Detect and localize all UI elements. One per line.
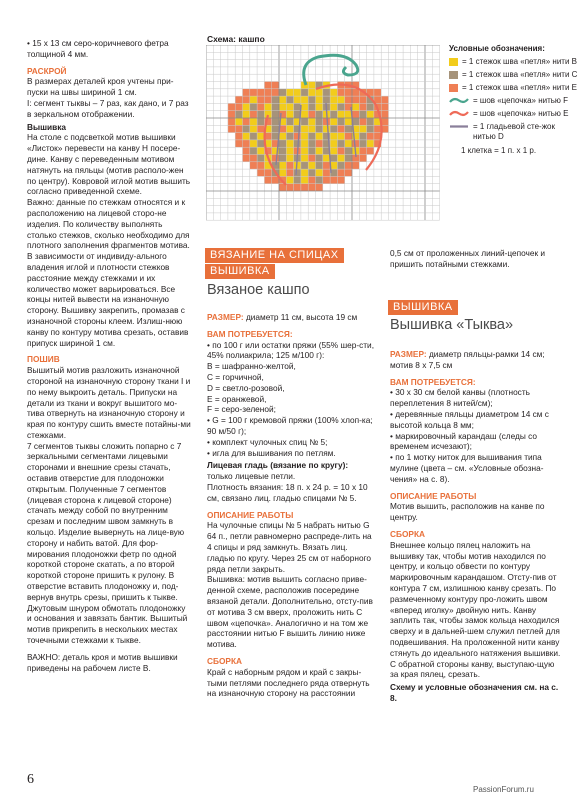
chart-cell bbox=[381, 111, 388, 118]
chart-cell bbox=[308, 125, 315, 132]
chart-cell bbox=[308, 147, 315, 154]
chart-cell bbox=[301, 140, 308, 147]
chart-cell bbox=[250, 140, 257, 147]
paragraph: I: сегмент тыквы – 7 раз, как дано, и 7 раз в зеркальном отображении. bbox=[27, 97, 189, 119]
bullet-item: • по 1 мотку ниток для вышивания типа мулине (цвета – см. «Условные обозна-чения» на с. 8). bbox=[390, 452, 544, 484]
chart-cell bbox=[286, 176, 293, 183]
chart-cell bbox=[323, 125, 330, 132]
chart-cell bbox=[323, 162, 330, 169]
chart-cell bbox=[359, 125, 366, 132]
section-heading: ОПИСАНИЕ РАБОТЫ bbox=[390, 490, 477, 501]
chart-cell bbox=[352, 162, 359, 169]
chart-cell bbox=[272, 118, 279, 125]
chart-cell bbox=[337, 147, 344, 154]
article-title-kashpo: Вязаное кашпо bbox=[207, 282, 310, 298]
chart-cell bbox=[316, 169, 323, 176]
chart-cell bbox=[243, 155, 250, 162]
legend-item bbox=[449, 109, 579, 119]
paragraph: 7 сегментов тыквы сложить попарно с 7 зеркальными сегментами лицевыми сторонами и внешние срезы стачать, оставив отверстие для плодоножки открытым. Полученные 7 сегментов (лицевая сторона к лицевой стороне) стачать между собой по внутренним срезам и последним швом замкнуть в кольцо. Изделие вывернуть на лице-вую сторону и набить ватой. Для фор-мирования плодоножки фетр по одной короткой стороне скатать, а по второй короткой стороне пришить к рулону. В отверстие вставить плодоножку и, под-вернув внутрь срезы, пришить к тыкве. Джутовым шнуром обмотать плодоножку и основания и завязать бантик. Вышитый мотив прикрепить в нескольких местах точечными стежками к тыкве. bbox=[27, 440, 188, 646]
chart-cell bbox=[345, 96, 352, 103]
chart-cell bbox=[250, 162, 257, 169]
size-line bbox=[390, 349, 562, 371]
chart-cell bbox=[330, 118, 337, 125]
paragraph: Мотив вышить, расположив на канве по центру. bbox=[390, 501, 545, 523]
chart-cell bbox=[301, 184, 308, 191]
chart-cell bbox=[272, 155, 279, 162]
subheading: Лицевая гладь (вязание по кругу): bbox=[207, 460, 349, 471]
chart-cell bbox=[257, 111, 264, 118]
legend-text: = 1 стежок шва «петля» нити E bbox=[462, 83, 577, 92]
paragraph: C = горчичной, bbox=[207, 371, 264, 382]
chart-cell bbox=[330, 111, 337, 118]
chart-cell bbox=[228, 125, 235, 132]
chart-cell bbox=[272, 111, 279, 118]
chart-cell bbox=[301, 147, 308, 154]
chart-cell bbox=[367, 147, 374, 154]
chart-cell bbox=[316, 147, 323, 154]
chart-cell bbox=[323, 169, 330, 176]
chart-cell bbox=[243, 133, 250, 140]
chart-cell bbox=[316, 103, 323, 110]
chart-cell bbox=[316, 96, 323, 103]
chart-cell bbox=[272, 82, 279, 89]
chart-cell bbox=[257, 147, 264, 154]
legend-item bbox=[449, 57, 579, 67]
chart-cell bbox=[345, 140, 352, 147]
chart-cell bbox=[330, 125, 337, 132]
chart-cell bbox=[330, 103, 337, 110]
chart-cell bbox=[279, 155, 286, 162]
chart-cell bbox=[359, 118, 366, 125]
chart-cell bbox=[301, 96, 308, 103]
bullet-item: • деревянные пяльцы диаметром 14 см с высотой кольца 8 мм; bbox=[390, 408, 549, 430]
chart-cell bbox=[250, 125, 257, 132]
legend-swatch bbox=[449, 84, 458, 92]
section-heading: ПОШИВ bbox=[27, 354, 60, 365]
chart-cell bbox=[337, 89, 344, 96]
bullet-item: • игла для вышивания по петлям. bbox=[207, 447, 336, 458]
chart-cell bbox=[367, 103, 374, 110]
chart-cell bbox=[235, 118, 242, 125]
legend-item bbox=[449, 122, 579, 142]
chart-cell bbox=[367, 125, 374, 132]
chart-cell bbox=[243, 118, 250, 125]
chart-cell bbox=[257, 169, 264, 176]
chart-cell bbox=[257, 125, 264, 132]
legend-line-icon bbox=[449, 122, 469, 131]
paragraph: Край с наборным рядом и край с закры-тыми петлями последнего ряда отвернуть на изнаночную сторону на расстоянии bbox=[207, 666, 370, 699]
legend-note: 1 клетка = 1 п. х 1 р. bbox=[461, 146, 537, 155]
subheading: Вышивка bbox=[27, 121, 66, 132]
chart-cell bbox=[243, 147, 250, 154]
chart-cell bbox=[359, 111, 366, 118]
chart-cell bbox=[257, 155, 264, 162]
chart-title: Схема: кашпо bbox=[207, 34, 265, 44]
chart-cell bbox=[286, 133, 293, 140]
chart-cell bbox=[308, 133, 315, 140]
chart-cell bbox=[345, 155, 352, 162]
chart-cell bbox=[279, 147, 286, 154]
chart-cell bbox=[279, 162, 286, 169]
legend-text: = 1 гладьевой сте-жок нитью D bbox=[473, 122, 555, 141]
bullet-item: • маркировочный карандаш (следы со временем исчезают); bbox=[390, 430, 537, 452]
paragraph: E = оранжевой, bbox=[207, 393, 267, 404]
article-title-pumpkin: Вышивка «Тыква» bbox=[390, 317, 514, 333]
chart-cell bbox=[352, 96, 359, 103]
chart-cell bbox=[279, 169, 286, 176]
chart-cell bbox=[316, 111, 323, 118]
chart-cell bbox=[243, 111, 250, 118]
chart-cell bbox=[301, 118, 308, 125]
chart-cell bbox=[308, 96, 315, 103]
chart-cell bbox=[264, 82, 271, 89]
chart-cell bbox=[337, 155, 344, 162]
chart-cell bbox=[323, 89, 330, 96]
chart-cell bbox=[345, 133, 352, 140]
chart-cell bbox=[337, 111, 344, 118]
paragraph: На чулочные спицы № 5 набрать нитью G 64 п., петли равномерно распреде-лить на 4 спицы и ряд замкнуть. Вязать лиц. гладью по кругу. Через 25 см от наборного ряда петли закрыть. bbox=[207, 520, 372, 574]
chart-cell bbox=[337, 133, 344, 140]
chart-cell bbox=[235, 133, 242, 140]
section-heading: СБОРКА bbox=[207, 655, 242, 666]
column-middle bbox=[207, 308, 377, 699]
chart-cell bbox=[264, 96, 271, 103]
chart-cell bbox=[308, 184, 315, 191]
chart-cell bbox=[308, 169, 315, 176]
chart-cell bbox=[228, 118, 235, 125]
chart-cell bbox=[257, 96, 264, 103]
chart-cell bbox=[352, 103, 359, 110]
chart-cell bbox=[316, 133, 323, 140]
chart-cell bbox=[323, 155, 330, 162]
chart-cell bbox=[337, 169, 344, 176]
chart-cell bbox=[264, 176, 271, 183]
chart-cell bbox=[235, 96, 242, 103]
chart-cell bbox=[264, 89, 271, 96]
paragraph: В размерах деталей кроя учтены при-пуски на швы шириной 1 см. bbox=[27, 76, 174, 98]
chart-cell bbox=[308, 82, 315, 89]
chart-cell bbox=[301, 103, 308, 110]
chart-cell bbox=[301, 89, 308, 96]
chart-cell bbox=[323, 96, 330, 103]
chart-cell bbox=[294, 184, 301, 191]
chart-cell bbox=[308, 162, 315, 169]
chart-cell bbox=[294, 103, 301, 110]
chart-cell bbox=[316, 140, 323, 147]
chart-cell bbox=[272, 125, 279, 132]
chart-cell bbox=[294, 96, 301, 103]
chart-cell bbox=[250, 111, 257, 118]
chart-cell bbox=[308, 111, 315, 118]
legend-text: = шов «цепочка» нитью F bbox=[473, 96, 569, 105]
legend-text: = 1 стежок шва «петля» нити C bbox=[462, 70, 578, 79]
section-heading: СБОРКА bbox=[390, 528, 425, 539]
chart-cell bbox=[359, 155, 366, 162]
chart-cell bbox=[330, 155, 337, 162]
chart-cell bbox=[286, 103, 293, 110]
paragraph: F = серо-зеленой; bbox=[207, 404, 276, 415]
chart-cell bbox=[337, 176, 344, 183]
paragraph: D = светло-розовой, bbox=[207, 382, 285, 393]
chart-cell bbox=[228, 111, 235, 118]
paragraph: B = шафранно-желтой, bbox=[207, 361, 296, 372]
chart-cell bbox=[286, 169, 293, 176]
chart-cell bbox=[330, 140, 337, 147]
chart-cell bbox=[367, 140, 374, 147]
chart-cell bbox=[294, 169, 301, 176]
chart-cell bbox=[235, 111, 242, 118]
chart-cell bbox=[243, 140, 250, 147]
chart-cell bbox=[301, 169, 308, 176]
chart-cell bbox=[250, 118, 257, 125]
chart-cell bbox=[316, 125, 323, 132]
chart-cell bbox=[272, 89, 279, 96]
legend-text: = шов «цепочка» нитью E bbox=[473, 109, 569, 118]
chart-cell bbox=[337, 103, 344, 110]
section-heading: ОПИСАНИЕ РАБОТЫ bbox=[207, 509, 294, 520]
bullet-item: • 30 х 30 см белой канвы (плотность переплетения 8 нитей/см); bbox=[390, 387, 530, 409]
chart-cell bbox=[301, 162, 308, 169]
chart-cell bbox=[330, 96, 337, 103]
chart-cell bbox=[286, 155, 293, 162]
watermark: PassionForum.ru bbox=[473, 785, 534, 794]
chart-cell bbox=[316, 176, 323, 183]
column-right bbox=[390, 345, 562, 704]
chart-cell bbox=[286, 96, 293, 103]
chart-cell bbox=[286, 111, 293, 118]
chart-cell bbox=[286, 162, 293, 169]
chart-cell bbox=[257, 162, 264, 169]
chart-cell bbox=[272, 103, 279, 110]
paragraph: Важно: данные по стежкам относятся и к расположению на лицевой сторо-не изделия. По количеству выполнять столько стежков, сколько необходимо для плотного заполнения фрагментов мотива. В зависимости от индивиду-ального владения иглой и плотности стежков расстояние между стежками и их количество может варьироваться. Все концы нитей вывести на изнаночную сторону. Вышивку закрепить, промазав с изнаночной стороны клеем. Излиш-нюю канву по контуру мотива срезать, оставив припуск шириной 1 см. bbox=[27, 197, 190, 348]
legend-line-icon bbox=[449, 109, 469, 118]
chart-cell bbox=[286, 140, 293, 147]
chart-cell bbox=[359, 133, 366, 140]
legend-swatch bbox=[449, 58, 458, 66]
chart-cell bbox=[257, 133, 264, 140]
chart-cell bbox=[250, 96, 257, 103]
section-banner-embroidery: ВЫШИВКА bbox=[205, 264, 275, 279]
chart-cell bbox=[243, 103, 250, 110]
section-banner-knitting: ВЯЗАНИЕ НА СПИЦАХ bbox=[205, 248, 344, 263]
chart-cell bbox=[345, 89, 352, 96]
chart-cell bbox=[257, 103, 264, 110]
paragraph: Вышивка: мотив вышить согласно приве-денной схеме, расположив посередине вязаной детали. Дополнительно, отсту-пив от мотива 3 см вверх, проложить нить C швом «цепочка». Аналогично и на том же расстоянии нитью F вышить линию ниже мотива. bbox=[207, 574, 373, 650]
legend-title: Условные обозначения: bbox=[449, 44, 545, 53]
chart-cell bbox=[250, 155, 257, 162]
chart-cell bbox=[250, 147, 257, 154]
chart-cell bbox=[264, 103, 271, 110]
section-banner-embroidery-2: ВЫШИВКА bbox=[388, 300, 458, 315]
chart-cell bbox=[337, 118, 344, 125]
legend-line-icon bbox=[449, 96, 469, 105]
chart-cell bbox=[243, 125, 250, 132]
lead-text: диаметр 11 см, высота 19 см bbox=[243, 312, 358, 322]
chart-cell bbox=[235, 140, 242, 147]
legend bbox=[449, 44, 579, 156]
chart-cell bbox=[257, 118, 264, 125]
chart-cell bbox=[308, 176, 315, 183]
section-heading: РАСКРОЙ bbox=[27, 65, 67, 76]
chart-cell bbox=[228, 103, 235, 110]
size-line bbox=[207, 312, 377, 323]
chart-cell bbox=[323, 176, 330, 183]
column-right-intro: 0,5 см от проложенных линий-цепочек и пришить потайными стежками. bbox=[390, 248, 546, 269]
chart-cell bbox=[316, 155, 323, 162]
chart-cell bbox=[308, 118, 315, 125]
legend-item bbox=[449, 70, 579, 80]
chart-cell bbox=[337, 140, 344, 147]
lead-label: РАЗМЕР: bbox=[207, 312, 244, 322]
chart-cell bbox=[286, 89, 293, 96]
chart-cell bbox=[367, 111, 374, 118]
embroidery-chart bbox=[206, 45, 442, 225]
legend-item bbox=[449, 96, 579, 106]
chart-cell bbox=[316, 162, 323, 169]
section-heading: ВАМ ПОТРЕБУЕТСЯ: bbox=[207, 328, 293, 339]
chart-cell bbox=[345, 162, 352, 169]
lead-label: РАЗМЕР: bbox=[390, 349, 427, 359]
chart-cell bbox=[243, 89, 250, 96]
chart-cell bbox=[279, 89, 286, 96]
chart-cell bbox=[374, 125, 381, 132]
chart-cell bbox=[279, 140, 286, 147]
chart-cell bbox=[374, 89, 381, 96]
chart-cell bbox=[359, 147, 366, 154]
chart-cell bbox=[301, 125, 308, 132]
lead-text: диаметр пяльцы-рамки 14 см; мотив 8 х 7,5 см bbox=[390, 349, 545, 370]
chart-cell bbox=[279, 133, 286, 140]
chart-cell bbox=[257, 89, 264, 96]
chart-cell bbox=[308, 89, 315, 96]
chart-cell bbox=[286, 147, 293, 154]
legend-swatch bbox=[449, 71, 458, 79]
chart-cell bbox=[330, 176, 337, 183]
chart-cell bbox=[337, 162, 344, 169]
chart-cell bbox=[235, 125, 242, 132]
chart-cell bbox=[264, 169, 271, 176]
bullet-item: • 15 х 13 см серо-коричневого фетра толщиной 4 мм. bbox=[27, 38, 169, 59]
subheading: Схему и условные обозначения см. на с. 8. bbox=[390, 682, 559, 703]
chart-cell bbox=[235, 103, 242, 110]
chart-cell bbox=[294, 89, 301, 96]
chart-cell bbox=[308, 103, 315, 110]
chart-cell bbox=[301, 155, 308, 162]
chart-cell bbox=[345, 118, 352, 125]
chart-cell bbox=[345, 147, 352, 154]
chart-cell bbox=[279, 96, 286, 103]
chart-cell bbox=[359, 140, 366, 147]
chart-cell bbox=[359, 96, 366, 103]
chart-cell bbox=[308, 155, 315, 162]
chart-cell bbox=[301, 133, 308, 140]
bullet-item: • по 100 г или остатки пряжи (55% шер-сти, 45% полиакрила; 125 м/100 г): bbox=[207, 339, 374, 361]
bullet-item: • комплект чулочных спиц № 5; bbox=[207, 436, 328, 447]
chart-cell bbox=[294, 140, 301, 147]
paragraph: Внешнее кольцо пялец наложить на вышивку так, чтобы мотив находился по центру, и кольцо обвести по контуру маркировочным карандашом. Отсту-пив от контура 7 см, излишнюю канву срезать. По размеченному контуру про-ложить швом «вперед иголку» двойную нить. Канву заплить так, чтобы замок кольца находился сверху и в дальней-шем служил петлей для подвешивания. На проложенной нити канву стянуть до идеального натяжения вышивки. С обратной стороны канву, выступаю-щую за края пялец, срезать. bbox=[390, 539, 561, 680]
note-paragraph: ВАЖНО: деталь кроя и мотив вышивки приведены на рабочем листе B. bbox=[27, 651, 178, 673]
bullet-item: • G = 100 г кремовой пряжи (100% хлоп-ка; 90 м/50 г); bbox=[207, 415, 373, 436]
chart-cell bbox=[250, 89, 257, 96]
chart-cell bbox=[330, 147, 337, 154]
chart-cell bbox=[330, 89, 337, 96]
chart-cell bbox=[279, 103, 286, 110]
chart-cell bbox=[272, 96, 279, 103]
section-heading: ВАМ ПОТРЕБУЕТСЯ: bbox=[390, 376, 476, 387]
chart-cell bbox=[337, 125, 344, 132]
chart-cell bbox=[337, 96, 344, 103]
chart-cell bbox=[381, 103, 388, 110]
chart-cell bbox=[352, 111, 359, 118]
chart-cell bbox=[345, 169, 352, 176]
paragraph: только лицевые петли. bbox=[207, 471, 296, 482]
chart-cell bbox=[345, 125, 352, 132]
chart-cell bbox=[286, 125, 293, 132]
chart-cell bbox=[316, 184, 323, 191]
chart-cell bbox=[367, 133, 374, 140]
chart-cell bbox=[257, 140, 264, 147]
chart-cell bbox=[359, 103, 366, 110]
chart-cell bbox=[286, 118, 293, 125]
chart-cell bbox=[286, 184, 293, 191]
page-number: 6 bbox=[27, 772, 34, 787]
chart-cell bbox=[367, 118, 374, 125]
chart-cell bbox=[243, 96, 250, 103]
chart-cell bbox=[316, 118, 323, 125]
chart-cell bbox=[352, 140, 359, 147]
chart-cell bbox=[250, 133, 257, 140]
legend-text: = 1 стежок шва «петля» нити B bbox=[462, 57, 577, 66]
paragraph: На столе с подсветкой мотив вышивки «Листок» перевести на канву H посере-дине. Канву с переведенным мотивом натянуть на пяльцы (мотив располо-жен по центру). Ковровой иглой мотив вышить согласно приведенной схеме. bbox=[27, 132, 191, 197]
legend-item bbox=[449, 83, 579, 93]
chart-cell bbox=[301, 176, 308, 183]
column-left bbox=[27, 38, 192, 673]
chart-cell bbox=[330, 133, 337, 140]
chart-cell bbox=[294, 133, 301, 140]
paragraph: Вышитый мотив разложить изнаночной стороной на изнаночную сторону ткани I и по нему выкроить деталь. Припуски на детали из ткани и вокруг вышитого мо-тива отвернуть на изнаночную сторону и края по контуру сшить вместе потайны-ми стежками. bbox=[27, 365, 191, 440]
chart-cell bbox=[250, 103, 257, 110]
chart-cell bbox=[381, 96, 388, 103]
chart-cell bbox=[301, 111, 308, 118]
chart-cell bbox=[294, 176, 301, 183]
paragraph: Плотность вязания: 18 п. х 24 р. = 10 х 10 см, связано лиц. гладью спицами № 5. bbox=[207, 481, 368, 503]
chart-cell bbox=[308, 140, 315, 147]
